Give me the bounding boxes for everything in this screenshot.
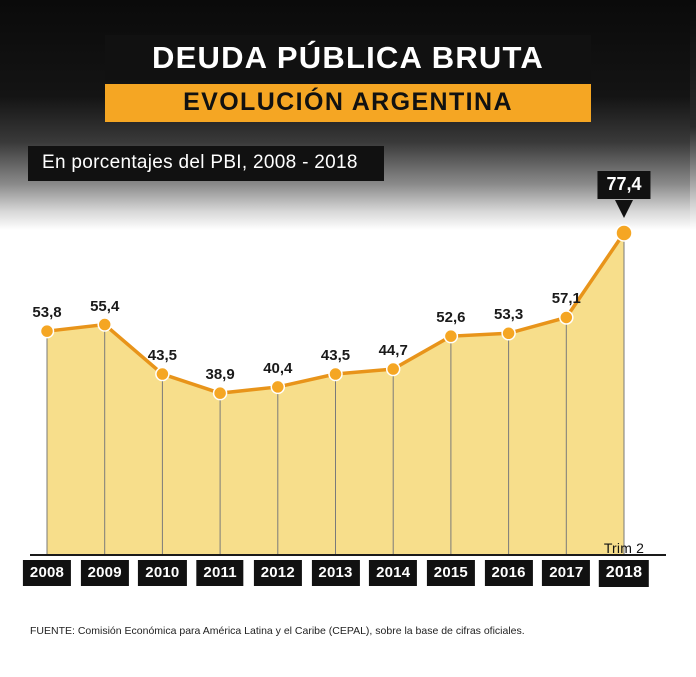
x-axis-label-2017 — [542, 560, 590, 586]
data-point-label: 53,3 — [493, 306, 524, 324]
data-point-label: 77,4 — [597, 171, 650, 199]
data-point-marker — [156, 368, 169, 381]
x-axis-label-text: 2008 — [29, 564, 65, 581]
x-axis-label-2014 — [369, 560, 417, 586]
x-axis-label-2012 — [254, 560, 302, 586]
x-axis-label-text: 2014 — [376, 564, 411, 581]
data-point-label: 57,1 — [551, 290, 581, 308]
x-axis-note: Trim 2 — [603, 540, 645, 556]
x-axis-label-2013 — [311, 560, 359, 586]
x-axis-label-text: 2010 — [145, 564, 180, 581]
data-point-label: 55,4 — [90, 297, 120, 315]
x-axis-label-text: 2012 — [260, 564, 295, 581]
data-point-marker — [616, 225, 632, 241]
chart-subtitle: En porcentajes del PBI, 2008 - 2018 — [28, 146, 384, 181]
page-subtitle: EVOLUCIÓN ARGENTINA — [105, 84, 591, 122]
data-point-label: 52,6 — [436, 309, 466, 327]
x-axis-label-2016 — [485, 560, 533, 586]
data-point-marker — [98, 318, 111, 331]
x-axis-label-2015 — [427, 560, 475, 586]
x-axis-label-2010 — [138, 560, 186, 586]
x-axis-label-text: 2018 — [605, 564, 643, 581]
x-axis-label-text: 2013 — [318, 564, 353, 581]
data-point-label: 44,7 — [378, 342, 408, 360]
data-point-marker — [502, 327, 515, 340]
x-axis-label-text: 2011 — [203, 564, 237, 581]
chart-area — [0, 170, 696, 570]
x-axis-label-2011 — [196, 560, 243, 586]
x-axis-label-text: 2016 — [491, 564, 526, 581]
title-block — [105, 35, 591, 122]
data-point-marker — [214, 387, 227, 400]
x-axis-label-text: 2015 — [433, 564, 468, 581]
data-point-marker — [444, 330, 457, 343]
data-point-marker — [41, 325, 54, 338]
source-note: FUENTE: Comisión Económica para América Latina y el Caribe (CEPAL), sobre la base de cifras oficiales. — [30, 625, 525, 637]
data-point-label: 53,8 — [32, 304, 62, 322]
chart-svg — [0, 170, 696, 570]
x-axis-label-text: 2017 — [549, 564, 584, 581]
x-axis-label-2008 — [23, 560, 71, 586]
data-point-marker — [560, 311, 573, 324]
data-point-label: 43,5 — [320, 347, 351, 365]
data-point-marker — [387, 363, 400, 376]
data-point-label: 43,5 — [147, 347, 177, 365]
data-point-label: 38,9 — [205, 366, 235, 384]
data-point-marker — [329, 368, 342, 381]
x-axis-labels — [0, 540, 696, 594]
data-point-label: 40,4 — [263, 359, 293, 377]
x-axis-label-2009 — [81, 560, 129, 586]
callout-arrow-icon — [615, 200, 633, 218]
x-axis-label-text: 2009 — [87, 564, 122, 581]
page-title: DEUDA PÚBLICA BRUTA — [105, 35, 591, 81]
x-axis-label-2018 — [599, 540, 649, 587]
data-point-marker — [271, 380, 284, 393]
